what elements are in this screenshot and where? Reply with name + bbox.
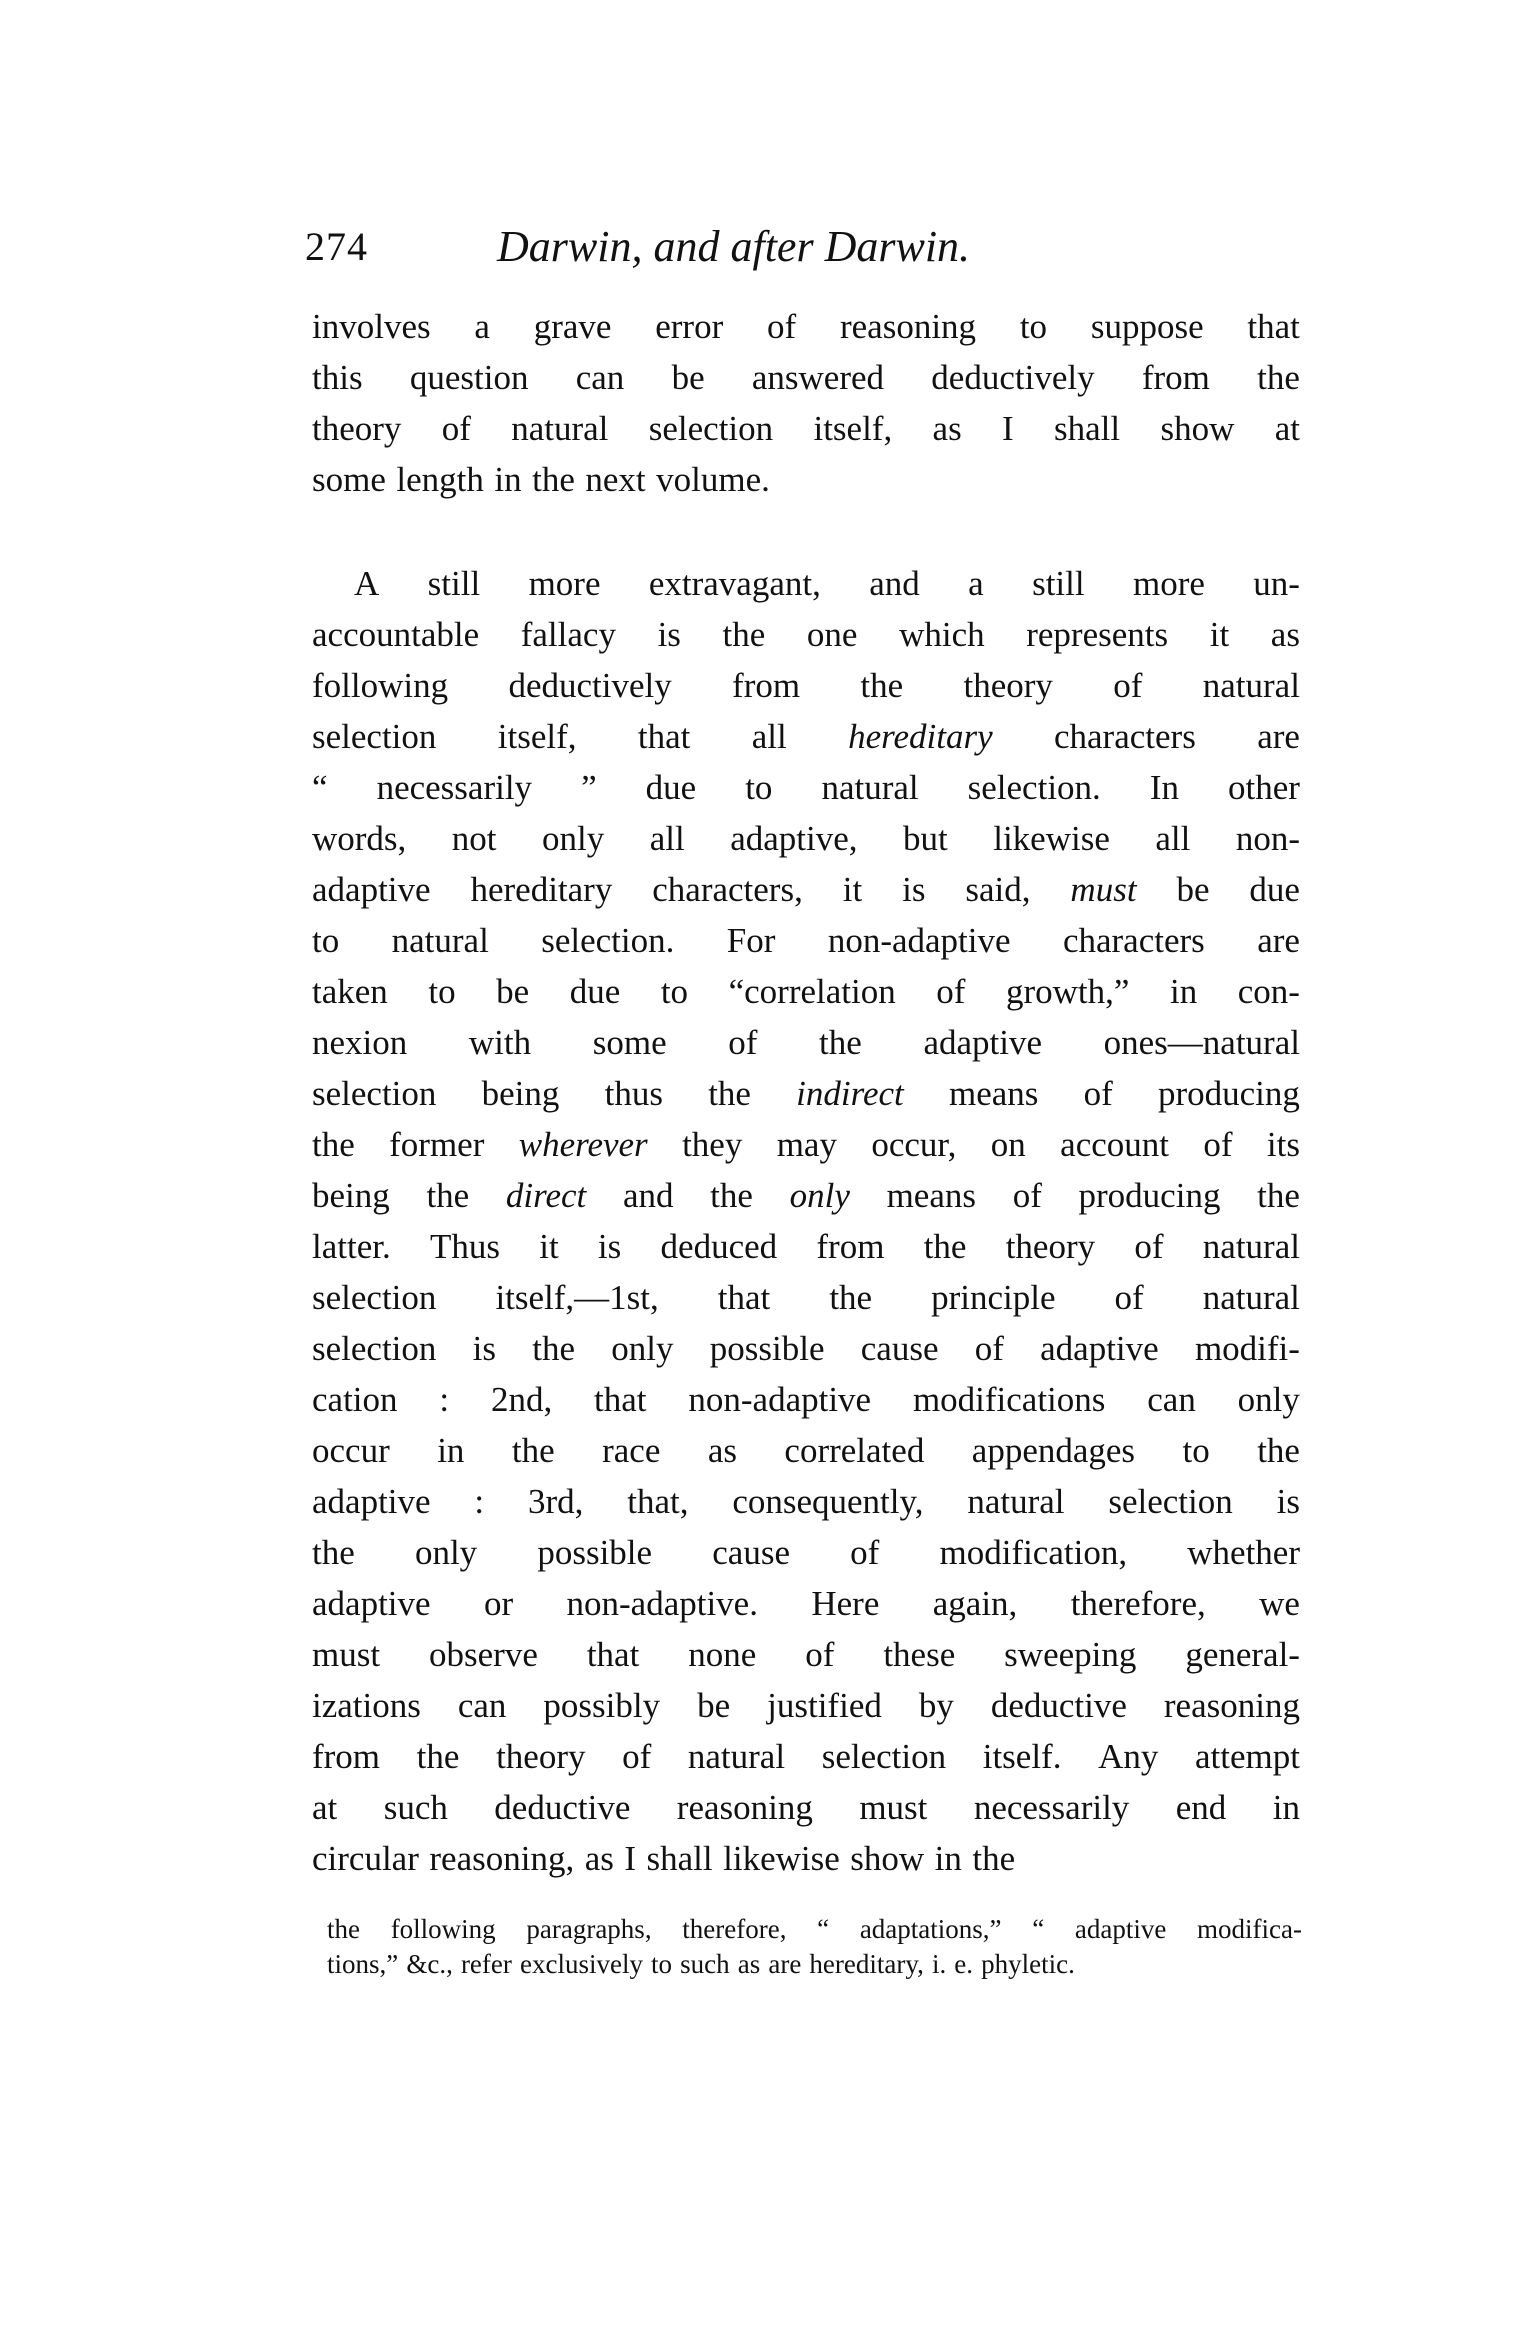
text-line: the former wherever they may occur, on account of its [312,1125,1300,1164]
running-head [305,222,1305,272]
text-line: cation : 2nd, that non-adaptive modifications can only [312,1380,1300,1419]
text-line: “ necessarily ” due to natural selection. In other [312,768,1300,807]
text-line: at such deductive reasoning must necessarily end in [312,1788,1300,1827]
text-line: the following paragraphs, therefore, “ adaptations,” “ adaptive modifica- [327,1914,1302,1944]
text-line: must observe that none of these sweeping general- [312,1635,1300,1674]
text-line: the only possible cause of modification, whether [312,1533,1300,1572]
running-title: Darwin, and after Darwin. [497,222,971,271]
text-line: tions,” &c., refer exclusively to such as are hereditary, i. e. phyletic. [327,1949,1075,1979]
text-line: nexion with some of the adaptive ones—natural [312,1023,1300,1062]
text-line: accountable fallacy is the one which represents it as [312,615,1300,654]
text-line: taken to be due to “correlation of growth,” in con- [312,972,1300,1011]
text-line: theory of natural selection itself, as I shall show at [312,409,1300,448]
paragraph-1 [312,301,1300,505]
text-line: involves a grave error of reasoning to suppose that [312,307,1300,346]
text-line: selection being thus the indirect means of producing [312,1074,1300,1113]
text-line: circular reasoning, as I shall likewise show in the [312,1839,1016,1878]
text-line: adaptive hereditary characters, it is said, must be due [312,870,1300,909]
text-line: adaptive : 3rd, that, consequently, natural selection is [312,1482,1300,1521]
page-number: 274 [305,224,368,269]
footnote [327,1912,1302,1982]
text-line: adaptive or non-adaptive. Here again, therefore, we [312,1584,1300,1623]
text-line: selection itself,—1st, that the principle of natural [312,1278,1300,1317]
text-line: A still more extravagant, and a still more un- [354,564,1300,603]
text-line: occur in the race as correlated appendages to the [312,1431,1300,1470]
text-line: being the direct and the only means of producing the [312,1176,1300,1215]
text-line: selection is the only possible cause of adaptive modifi- [312,1329,1300,1368]
text-line: izations can possibly be justified by deductive reasoning [312,1686,1300,1725]
text-line: from the theory of natural selection itself. Any attempt [312,1737,1300,1776]
paragraph-2 [312,558,1300,1884]
text-line: selection itself, that all hereditary characters are [312,717,1300,756]
text-line: to natural selection. For non-adaptive characters are [312,921,1300,960]
text-line: words, not only all adaptive, but likewise all non- [312,819,1300,858]
text-line: some length in the next volume. [312,460,770,499]
text-line: following deductively from the theory of natural [312,666,1300,705]
text-line: this question can be answered deductively from the [312,358,1300,397]
text-line: latter. Thus it is deduced from the theory of natural [312,1227,1300,1266]
